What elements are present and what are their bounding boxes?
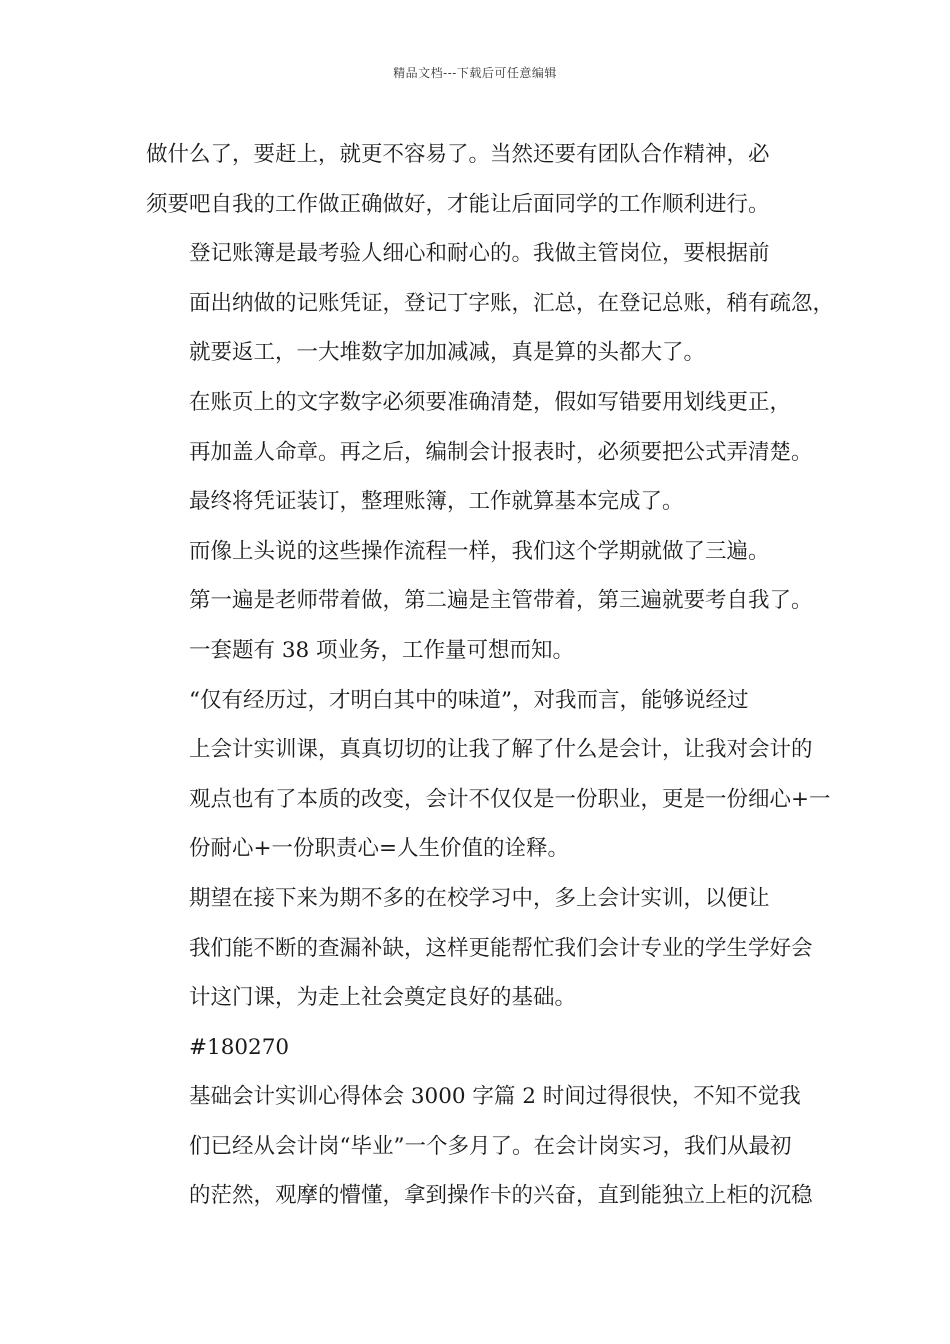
- text-line: 一套题有 38 项业务，工作量可想而知。: [189, 637, 575, 663]
- text-line: 我们能不断的查漏补缺，这样更能帮忙我们会计专业的学生学好会: [189, 935, 813, 961]
- text-line: 计这门课，为走上社会奠定良好的基础。: [189, 985, 577, 1011]
- text-line: 上会计实训课，真真切切的让我了解了什么是会计，让我对会计的: [189, 737, 813, 763]
- text-line: 的茫然，观摩的懵懂，拿到操作卡的兴奋，直到能独立上柜的沉稳: [189, 1183, 813, 1209]
- text-line: 基础会计实训心得体会 3000 字篇 2 时间过得很快，不知不觉我: [189, 1084, 801, 1110]
- text-line: 们已经从会计岗“毕业”一个多月了。在会计岗实习，我们从最初: [189, 1133, 792, 1159]
- text-line: 第一遍是老师带着做，第二遍是主管带着，第三遍就要考自我了。: [189, 588, 813, 614]
- text-line: 面出纳做的记账凭证，登记丁字账，汇总，在登记总账，稍有疏忽，: [189, 290, 835, 316]
- text-line: 登记账簿是最考验人细心和耐心的。我做主管岗位，要根据前: [189, 241, 770, 267]
- paragraph: [146, 378, 826, 527]
- paragraph: [146, 1072, 826, 1221]
- text-line: “仅有经历过，才明白其中的味道”，对我而言，能够说经过: [189, 687, 749, 713]
- text-line: 期望在接下来为期不多的在校学习中，多上会计实训，以便让: [189, 885, 770, 911]
- text-line: 最终将凭证装订，整理账簿，工作就算基本完成了。: [189, 489, 684, 515]
- text-line: 观点也有了本质的改变，会计不仅仅是一份职业，更是一份细心+一: [189, 786, 831, 812]
- paragraph: [146, 676, 831, 874]
- text-line: 份耐心+一份职责心=人生价值的诠释。: [189, 836, 570, 862]
- paragraph: [146, 874, 826, 1023]
- text-line: 在账页上的文字数字必须要准确清楚，假如写错要用划线更正，: [189, 389, 792, 415]
- text-line: 做什么了，要赶上，就更不容易了。当然还要有团队合作精神，必: [146, 142, 770, 167]
- paragraph: [146, 1023, 826, 1073]
- text-line: 再加盖人命章。再之后，编制会计报表时，必须要把公式弄清楚。: [189, 439, 813, 465]
- text-line: #180270: [189, 1034, 290, 1060]
- text-line: 而像上头说的这些操作流程一样，我们这个学期就做了三遍。: [189, 538, 770, 564]
- paragraph: [146, 130, 826, 229]
- page-header: 精品文档---下载后可任意编辑: [393, 66, 557, 80]
- document-body: [146, 130, 835, 1221]
- paragraph: [146, 229, 835, 378]
- text-line: 须要吧自我的工作做正确做好，才能让后面同学的工作顺利进行。: [146, 191, 770, 217]
- text-line: 就要返工，一大堆数字加加减减，真是算的头都大了。: [189, 340, 706, 366]
- paragraph: [146, 527, 826, 676]
